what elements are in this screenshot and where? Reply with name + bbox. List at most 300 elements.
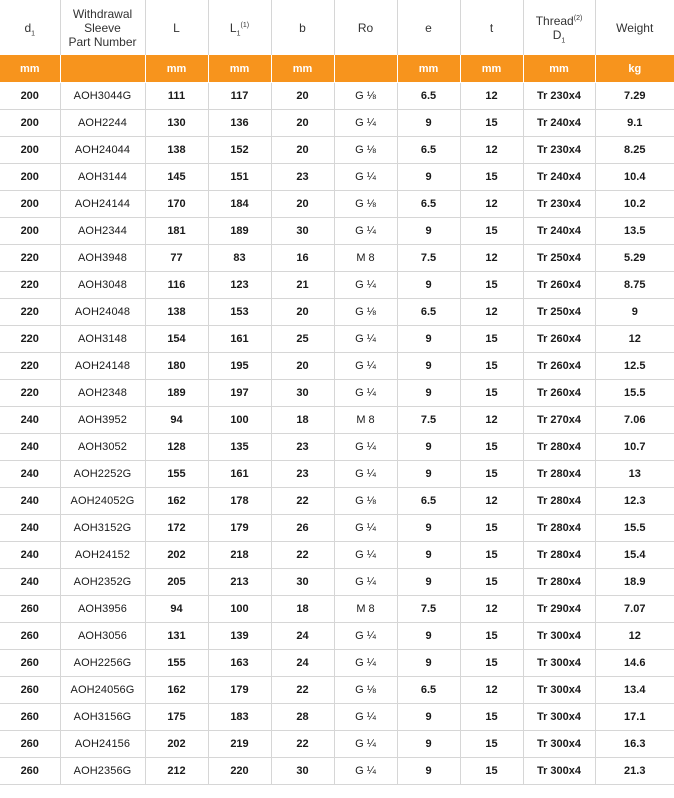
cell-b: 20 xyxy=(271,110,334,137)
cell-b: 22 xyxy=(271,542,334,569)
cell-l1: 136 xyxy=(208,110,271,137)
cell-ro: G ¼ xyxy=(334,623,397,650)
cell-e: 9 xyxy=(397,461,460,488)
cell-weight: 5.29 xyxy=(595,245,674,272)
cell-part-number: AOH24152 xyxy=(60,542,145,569)
cell-e: 9 xyxy=(397,272,460,299)
cell-thread: Tr 280x4 xyxy=(523,461,595,488)
cell-l: 131 xyxy=(145,623,208,650)
cell-e: 9 xyxy=(397,731,460,758)
col-header-weight: Weight xyxy=(595,0,674,55)
unit-ro xyxy=(334,55,397,83)
cell-part-number: AOH24056G xyxy=(60,677,145,704)
cell-e: 9 xyxy=(397,110,460,137)
cell-part-number: AOH2252G xyxy=(60,461,145,488)
col-header-t: t xyxy=(460,0,523,55)
col-header-e: e xyxy=(397,0,460,55)
cell-l: 172 xyxy=(145,515,208,542)
cell-weight: 8.25 xyxy=(595,137,674,164)
cell-weight: 7.29 xyxy=(595,83,674,110)
cell-thread: Tr 300x4 xyxy=(523,623,595,650)
cell-b: 22 xyxy=(271,677,334,704)
cell-ro: G ¼ xyxy=(334,461,397,488)
cell-b: 26 xyxy=(271,515,334,542)
cell-l: 145 xyxy=(145,164,208,191)
cell-thread: Tr 280x4 xyxy=(523,515,595,542)
table-row xyxy=(0,704,674,731)
cell-l: 77 xyxy=(145,245,208,272)
cell-thread: Tr 230x4 xyxy=(523,83,595,110)
cell-d1: 260 xyxy=(0,677,60,704)
cell-weight: 15.4 xyxy=(595,542,674,569)
cell-ro: G ¼ xyxy=(334,542,397,569)
cell-weight: 15.5 xyxy=(595,515,674,542)
cell-part-number: AOH2356G xyxy=(60,758,145,785)
cell-d1: 200 xyxy=(0,83,60,110)
cell-thread: Tr 260x4 xyxy=(523,326,595,353)
cell-l1: 178 xyxy=(208,488,271,515)
cell-b: 20 xyxy=(271,299,334,326)
cell-d1: 240 xyxy=(0,407,60,434)
cell-weight: 16.3 xyxy=(595,731,674,758)
cell-d1: 260 xyxy=(0,731,60,758)
cell-t: 15 xyxy=(460,110,523,137)
unit-t: mm xyxy=(460,55,523,83)
cell-b: 30 xyxy=(271,380,334,407)
cell-part-number: AOH24148 xyxy=(60,353,145,380)
cell-part-number: AOH2244 xyxy=(60,110,145,137)
cell-l1: 189 xyxy=(208,218,271,245)
cell-t: 12 xyxy=(460,407,523,434)
unit-e: mm xyxy=(397,55,460,83)
cell-part-number: AOH3156G xyxy=(60,704,145,731)
cell-b: 18 xyxy=(271,596,334,623)
cell-ro: G ¼ xyxy=(334,353,397,380)
cell-t: 15 xyxy=(460,758,523,785)
table-row xyxy=(0,677,674,704)
cell-l: 205 xyxy=(145,569,208,596)
cell-d1: 240 xyxy=(0,461,60,488)
cell-b: 25 xyxy=(271,326,334,353)
cell-d1: 260 xyxy=(0,650,60,677)
cell-thread: Tr 300x4 xyxy=(523,650,595,677)
table-row xyxy=(0,218,674,245)
cell-d1: 240 xyxy=(0,434,60,461)
cell-weight: 7.06 xyxy=(595,407,674,434)
cell-t: 12 xyxy=(460,596,523,623)
cell-thread: Tr 280x4 xyxy=(523,488,595,515)
cell-weight: 12 xyxy=(595,623,674,650)
cell-l1: 135 xyxy=(208,434,271,461)
table-body xyxy=(0,83,674,785)
cell-thread: Tr 280x4 xyxy=(523,434,595,461)
cell-e: 6.5 xyxy=(397,488,460,515)
cell-b: 30 xyxy=(271,569,334,596)
cell-thread: Tr 230x4 xyxy=(523,191,595,218)
cell-d1: 260 xyxy=(0,704,60,731)
cell-l1: 152 xyxy=(208,137,271,164)
cell-l1: 213 xyxy=(208,569,271,596)
cell-ro: G ¼ xyxy=(334,380,397,407)
cell-d1: 220 xyxy=(0,299,60,326)
table-row xyxy=(0,110,674,137)
cell-e: 9 xyxy=(397,326,460,353)
cell-thread: Tr 300x4 xyxy=(523,704,595,731)
cell-ro: G ⅛ xyxy=(334,137,397,164)
cell-thread: Tr 260x4 xyxy=(523,353,595,380)
cell-e: 9 xyxy=(397,218,460,245)
cell-e: 7.5 xyxy=(397,596,460,623)
cell-weight: 14.6 xyxy=(595,650,674,677)
cell-l: 155 xyxy=(145,650,208,677)
cell-d1: 240 xyxy=(0,542,60,569)
cell-b: 22 xyxy=(271,488,334,515)
cell-t: 15 xyxy=(460,218,523,245)
cell-part-number: AOH24144 xyxy=(60,191,145,218)
cell-ro: M 8 xyxy=(334,407,397,434)
cell-b: 28 xyxy=(271,704,334,731)
header-row xyxy=(0,0,674,55)
cell-t: 15 xyxy=(460,434,523,461)
col-header-part-number: Withdrawal Sleeve Part Number xyxy=(60,0,145,55)
unit-weight: kg xyxy=(595,55,674,83)
cell-part-number: AOH3044G xyxy=(60,83,145,110)
table-row xyxy=(0,650,674,677)
cell-l: 111 xyxy=(145,83,208,110)
cell-e: 9 xyxy=(397,380,460,407)
cell-thread: Tr 270x4 xyxy=(523,407,595,434)
unit-l1: mm xyxy=(208,55,271,83)
unit-part-number xyxy=(60,55,145,83)
cell-l: 94 xyxy=(145,596,208,623)
cell-l1: 153 xyxy=(208,299,271,326)
table-row xyxy=(0,569,674,596)
cell-weight: 9 xyxy=(595,299,674,326)
cell-b: 21 xyxy=(271,272,334,299)
cell-part-number: AOH24052G xyxy=(60,488,145,515)
table-row xyxy=(0,731,674,758)
cell-weight: 18.9 xyxy=(595,569,674,596)
table-row xyxy=(0,461,674,488)
cell-d1: 240 xyxy=(0,569,60,596)
cell-l: 155 xyxy=(145,461,208,488)
cell-l: 116 xyxy=(145,272,208,299)
cell-l1: 123 xyxy=(208,272,271,299)
cell-t: 15 xyxy=(460,353,523,380)
cell-ro: G ¼ xyxy=(334,758,397,785)
cell-ro: G ¼ xyxy=(334,731,397,758)
cell-e: 6.5 xyxy=(397,137,460,164)
cell-part-number: AOH3056 xyxy=(60,623,145,650)
cell-d1: 200 xyxy=(0,218,60,245)
cell-part-number: AOH24048 xyxy=(60,299,145,326)
cell-t: 15 xyxy=(460,623,523,650)
cell-e: 9 xyxy=(397,434,460,461)
cell-ro: G ¼ xyxy=(334,569,397,596)
table-row xyxy=(0,245,674,272)
cell-t: 15 xyxy=(460,164,523,191)
cell-b: 23 xyxy=(271,164,334,191)
cell-part-number: AOH3952 xyxy=(60,407,145,434)
cell-d1: 240 xyxy=(0,488,60,515)
cell-l1: 161 xyxy=(208,326,271,353)
table-row xyxy=(0,164,674,191)
table-row xyxy=(0,380,674,407)
cell-ro: G ¼ xyxy=(334,164,397,191)
cell-l: 212 xyxy=(145,758,208,785)
cell-thread: Tr 240x4 xyxy=(523,164,595,191)
table-row xyxy=(0,272,674,299)
cell-weight: 12 xyxy=(595,326,674,353)
cell-weight: 15.5 xyxy=(595,380,674,407)
cell-l: 128 xyxy=(145,434,208,461)
cell-l1: 100 xyxy=(208,596,271,623)
cell-weight: 12.5 xyxy=(595,353,674,380)
cell-b: 20 xyxy=(271,137,334,164)
unit-l: mm xyxy=(145,55,208,83)
table-row xyxy=(0,299,674,326)
cell-thread: Tr 300x4 xyxy=(523,758,595,785)
cell-t: 15 xyxy=(460,569,523,596)
cell-weight: 8.75 xyxy=(595,272,674,299)
cell-ro: G ¼ xyxy=(334,704,397,731)
cell-b: 24 xyxy=(271,623,334,650)
cell-b: 20 xyxy=(271,353,334,380)
cell-part-number: AOH3948 xyxy=(60,245,145,272)
cell-thread: Tr 300x4 xyxy=(523,677,595,704)
cell-weight: 10.7 xyxy=(595,434,674,461)
cell-ro: G ¼ xyxy=(334,650,397,677)
cell-part-number: AOH24156 xyxy=(60,731,145,758)
cell-l1: 161 xyxy=(208,461,271,488)
cell-ro: G ¼ xyxy=(334,434,397,461)
cell-b: 24 xyxy=(271,650,334,677)
cell-thread: Tr 250x4 xyxy=(523,299,595,326)
table-row xyxy=(0,353,674,380)
cell-ro: G ¼ xyxy=(334,110,397,137)
cell-t: 12 xyxy=(460,488,523,515)
cell-b: 20 xyxy=(271,83,334,110)
cell-part-number: AOH3956 xyxy=(60,596,145,623)
cell-thread: Tr 280x4 xyxy=(523,542,595,569)
cell-l: 189 xyxy=(145,380,208,407)
cell-t: 12 xyxy=(460,677,523,704)
cell-thread: Tr 280x4 xyxy=(523,569,595,596)
cell-e: 9 xyxy=(397,569,460,596)
unit-d1: mm xyxy=(0,55,60,83)
table-row xyxy=(0,596,674,623)
cell-ro: G ⅛ xyxy=(334,488,397,515)
cell-t: 15 xyxy=(460,326,523,353)
cell-t: 12 xyxy=(460,137,523,164)
cell-e: 9 xyxy=(397,515,460,542)
cell-part-number: AOH2352G xyxy=(60,569,145,596)
cell-t: 12 xyxy=(460,299,523,326)
table-row xyxy=(0,83,674,110)
cell-l1: 100 xyxy=(208,407,271,434)
table-row xyxy=(0,137,674,164)
cell-b: 20 xyxy=(271,191,334,218)
cell-l1: 184 xyxy=(208,191,271,218)
cell-d1: 200 xyxy=(0,137,60,164)
cell-d1: 220 xyxy=(0,272,60,299)
cell-part-number: AOH3148 xyxy=(60,326,145,353)
table-row xyxy=(0,488,674,515)
col-header-l: L xyxy=(145,0,208,55)
cell-e: 9 xyxy=(397,758,460,785)
cell-weight: 10.4 xyxy=(595,164,674,191)
table-row xyxy=(0,623,674,650)
cell-l: 138 xyxy=(145,299,208,326)
cell-e: 6.5 xyxy=(397,299,460,326)
cell-e: 9 xyxy=(397,650,460,677)
cell-l1: 220 xyxy=(208,758,271,785)
cell-d1: 220 xyxy=(0,326,60,353)
cell-part-number: AOH2256G xyxy=(60,650,145,677)
cell-e: 9 xyxy=(397,353,460,380)
cell-part-number: AOH2344 xyxy=(60,218,145,245)
cell-e: 7.5 xyxy=(397,407,460,434)
cell-l: 202 xyxy=(145,731,208,758)
table-row xyxy=(0,515,674,542)
col-header-d1: $d_1$ xyxy=(24,20,36,37)
cell-l: 181 xyxy=(145,218,208,245)
cell-l1: 197 xyxy=(208,380,271,407)
cell-t: 15 xyxy=(460,515,523,542)
cell-weight: 17.1 xyxy=(595,704,674,731)
cell-weight: 13.5 xyxy=(595,218,674,245)
cell-b: 23 xyxy=(271,434,334,461)
cell-thread: Tr 230x4 xyxy=(523,137,595,164)
cell-part-number: AOH24044 xyxy=(60,137,145,164)
units-row xyxy=(0,55,674,83)
cell-t: 12 xyxy=(460,245,523,272)
cell-ro: M 8 xyxy=(334,596,397,623)
table-row xyxy=(0,407,674,434)
cell-ro: G ¼ xyxy=(334,218,397,245)
cell-b: 30 xyxy=(271,758,334,785)
cell-thread: Tr 260x4 xyxy=(523,380,595,407)
cell-d1: 240 xyxy=(0,515,60,542)
cell-l: 130 xyxy=(145,110,208,137)
cell-d1: 220 xyxy=(0,245,60,272)
cell-d1: 220 xyxy=(0,380,60,407)
cell-l: 175 xyxy=(145,704,208,731)
cell-e: 9 xyxy=(397,164,460,191)
cell-l: 138 xyxy=(145,137,208,164)
cell-l: 154 xyxy=(145,326,208,353)
cell-thread: Tr 250x4 xyxy=(523,245,595,272)
table-row xyxy=(0,542,674,569)
cell-weight: 13.4 xyxy=(595,677,674,704)
table-row xyxy=(0,434,674,461)
cell-weight: 21.3 xyxy=(595,758,674,785)
cell-d1: 200 xyxy=(0,191,60,218)
cell-l1: 183 xyxy=(208,704,271,731)
cell-l1: 219 xyxy=(208,731,271,758)
cell-ro: G ⅛ xyxy=(334,299,397,326)
cell-e: 9 xyxy=(397,623,460,650)
cell-l1: 163 xyxy=(208,650,271,677)
cell-l: 94 xyxy=(145,407,208,434)
cell-b: 16 xyxy=(271,245,334,272)
table-row xyxy=(0,326,674,353)
cell-ro: M 8 xyxy=(334,245,397,272)
cell-ro: G ¼ xyxy=(334,272,397,299)
cell-l1: 195 xyxy=(208,353,271,380)
cell-e: 6.5 xyxy=(397,83,460,110)
cell-l: 180 xyxy=(145,353,208,380)
cell-part-number: AOH3144 xyxy=(60,164,145,191)
cell-d1: 200 xyxy=(0,164,60,191)
cell-l1: 179 xyxy=(208,515,271,542)
cell-part-number: AOH2348 xyxy=(60,380,145,407)
col-header-b: b xyxy=(271,0,334,55)
cell-b: 18 xyxy=(271,407,334,434)
cell-d1: 260 xyxy=(0,758,60,785)
cell-e: 6.5 xyxy=(397,677,460,704)
cell-part-number: AOH3052 xyxy=(60,434,145,461)
cell-thread: Tr 240x4 xyxy=(523,110,595,137)
cell-t: 15 xyxy=(460,461,523,488)
cell-b: 22 xyxy=(271,731,334,758)
cell-ro: G ¼ xyxy=(334,515,397,542)
cell-ro: G ⅛ xyxy=(334,83,397,110)
cell-ro: G ⅛ xyxy=(334,677,397,704)
cell-b: 23 xyxy=(271,461,334,488)
cell-t: 15 xyxy=(460,272,523,299)
unit-b: mm xyxy=(271,55,334,83)
cell-weight: 9.1 xyxy=(595,110,674,137)
cell-t: 15 xyxy=(460,380,523,407)
cell-t: 15 xyxy=(460,650,523,677)
cell-e: 7.5 xyxy=(397,245,460,272)
unit-thread: mm xyxy=(523,55,595,83)
cell-l1: 179 xyxy=(208,677,271,704)
cell-b: 30 xyxy=(271,218,334,245)
cell-e: 6.5 xyxy=(397,191,460,218)
cell-thread: Tr 290x4 xyxy=(523,596,595,623)
cell-t: 12 xyxy=(460,191,523,218)
cell-t: 12 xyxy=(460,83,523,110)
cell-t: 15 xyxy=(460,731,523,758)
cell-weight: 10.2 xyxy=(595,191,674,218)
cell-e: 9 xyxy=(397,704,460,731)
cell-part-number: AOH3152G xyxy=(60,515,145,542)
table-row xyxy=(0,191,674,218)
col-header-thread: Thread$^{(2)}$ $D_1$ xyxy=(523,0,595,55)
cell-part-number: AOH3048 xyxy=(60,272,145,299)
cell-d1: 220 xyxy=(0,353,60,380)
cell-l1: 117 xyxy=(208,83,271,110)
cell-thread: Tr 260x4 xyxy=(523,272,595,299)
cell-thread: Tr 240x4 xyxy=(523,218,595,245)
col-header-ro: Ro xyxy=(334,0,397,55)
cell-d1: 200 xyxy=(0,110,60,137)
cell-l: 170 xyxy=(145,191,208,218)
cell-t: 15 xyxy=(460,542,523,569)
cell-l1: 139 xyxy=(208,623,271,650)
cell-e: 9 xyxy=(397,542,460,569)
cell-ro: G ¼ xyxy=(334,326,397,353)
cell-l1: 218 xyxy=(208,542,271,569)
cell-thread: Tr 300x4 xyxy=(523,731,595,758)
cell-ro: G ⅛ xyxy=(334,191,397,218)
cell-weight: 7.07 xyxy=(595,596,674,623)
col-header-l1: $L_1^{(1)}$ xyxy=(208,0,271,55)
cell-l1: 83 xyxy=(208,245,271,272)
cell-l: 162 xyxy=(145,488,208,515)
